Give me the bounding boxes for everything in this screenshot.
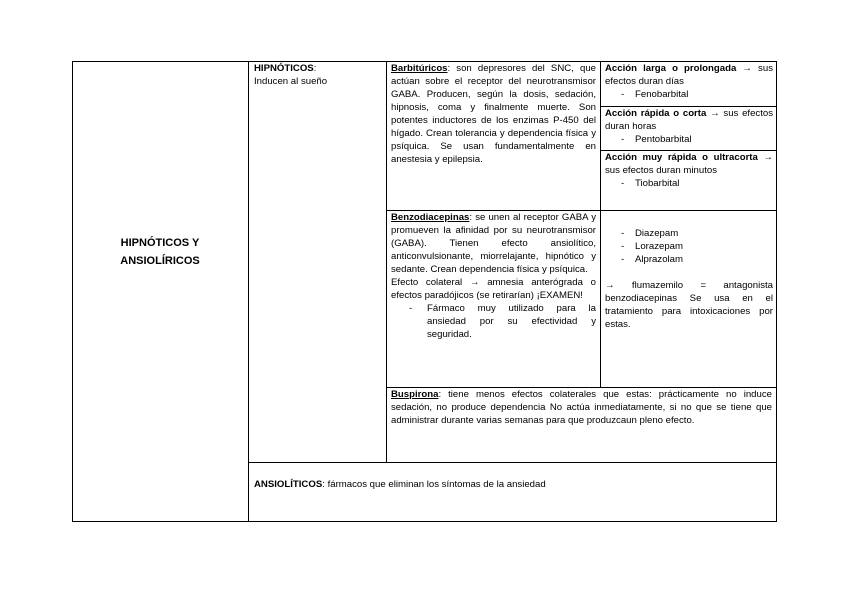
type-larga-drug: - Fenobarbital [605,88,773,101]
type-corta-drug: - Pentobarbital [605,133,773,146]
column-divider-2 [386,61,387,463]
hipnoticos-colon: : [313,63,317,74]
table-border-left [72,61,73,522]
table-border-bottom [72,521,777,522]
type-larga-desc: → sus efectos duran días [605,63,773,87]
column-divider-1 [248,61,249,522]
hipnoticos-subtitle: Inducen al sueño [254,76,328,87]
hipnoticos-heading [254,62,382,75]
main-title-cell [100,234,220,270]
buspirona-cell [391,388,772,427]
type-larga-title: Acción larga o prolongada [605,63,737,74]
main-title: HIPNÓTICOS Y ANSIOLÍRICOS [120,237,200,267]
row-divider-ansioliticos [248,462,777,463]
barbituricos-name: Barbitúricos [391,63,448,74]
table-border-right [776,61,777,522]
hipnoticos-label: HIPNÓTICOS [254,63,314,74]
buspirona-name: Buspirona [391,389,439,400]
drug-diazepam: - Diazepam [605,227,773,240]
benzodiacepinas-text: : se unen al receptor GABA y promueven la afinidad por su neurotransmisor (GABA). Tienen efecto ansiolítico, anticonvulsionante, miorrelajante, hipnótico y sedante. Crean dependencia física y psíquica. [391,212,596,275]
benzodiacepinas-drugs-cell [605,227,773,331]
ansioliticos-label: ANSIOLÍTICOS [254,479,323,490]
barbituricos-cell [391,62,596,166]
benzodiacepinas-note: - Fármaco muy utilizado para la ansiedad por su efectividad y seguridad. [391,302,596,341]
barbituricos-type-ultracorta [605,151,773,190]
benzodiacepinas-cell [391,211,596,341]
benzodiacepinas-side-effect: Efecto colateral → amnesia anterógrada o efectos paradójicos (se retirarían) ¡EXAMEN! [391,277,596,301]
benzodiacepinas-name: Benzodiacepinas [391,212,470,223]
drug-alprazolam: - Alprazolam [605,253,773,266]
barbituricos-type-larga [605,62,773,101]
ansioliticos-cell [254,478,772,491]
buspirona-text: : tiene menos efectos colaterales que estas: prácticamente no induce sedación, no produce dependencia No actúa inmediatamente, si no que se tiene que administrar durante varias semanas para que produzcaun pleno efecto. [391,389,772,426]
hipnoticos-cell [254,62,382,88]
type-ultracorta-title: Acción muy rápida o ultracorta [605,152,758,163]
barbituricos-text: : son depresores del SNC, que actúan sobre el receptor del neurotransmisor GABA. Producen, según la dosis, sedación, hipnosis, coma y finalmente muerte. Son potentes inductores de los enzimas P-450 del hígado. Crean tolerancia y dependencia física y psíquica. Se usan fundamentalmente en anestesia y epilepsia. [391,63,596,165]
type-ultracorta-desc: → sus efectos duran minutos [605,152,773,176]
barbituricos-type-corta [605,107,773,146]
column-divider-3 [600,61,601,388]
benzodiacepinas-antagonist: → flumazemilo = antagonista benzodiacepinas Se usa en el tratamiento para intoxicaciones por estas. [605,280,773,330]
drug-lorazepam: - Lorazepam [605,240,773,253]
ansioliticos-text: : fármacos que eliminan los síntomas de la ansiedad [322,479,546,490]
type-corta-title: Acción rápida o corta [605,108,707,119]
type-corta-desc: → sus efectos duran horas [605,108,774,132]
type-ultracorta-drug: - Tiobarbital [605,177,773,190]
